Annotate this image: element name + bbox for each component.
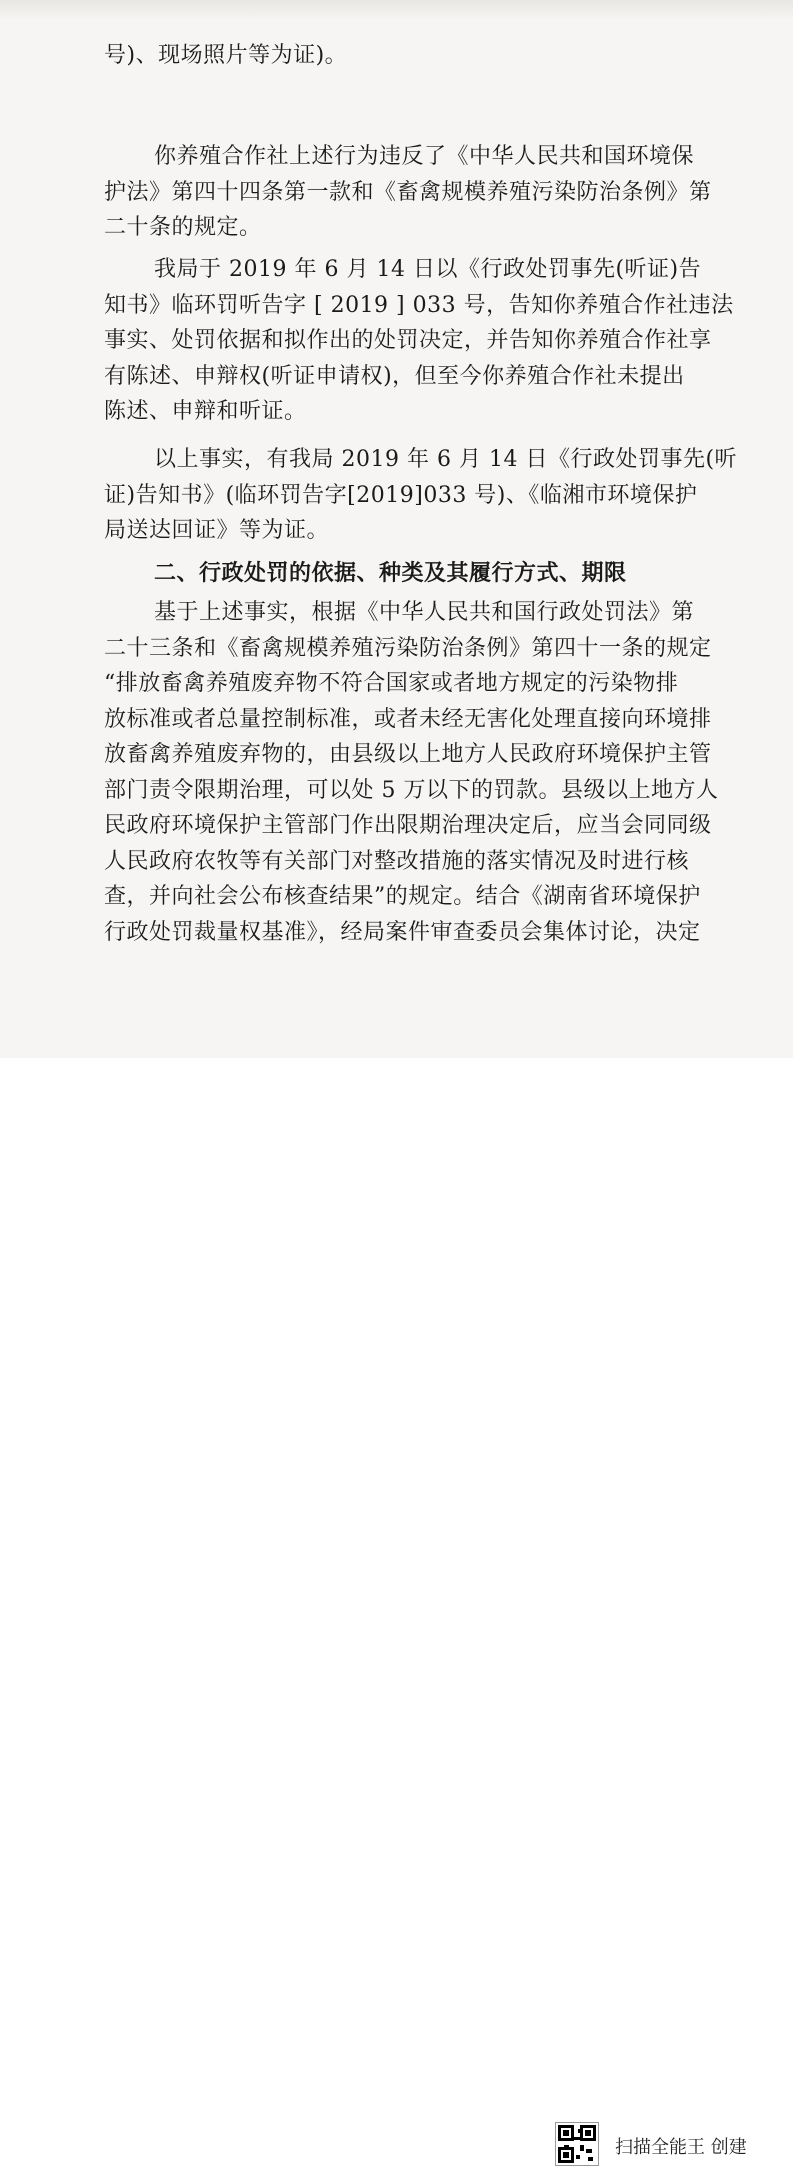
watermark-footer — [0, 1058, 793, 2158]
text-line: 事实、处罚依据和拟作出的处罚决定，并告知你养殖合作社享 — [104, 328, 712, 353]
paragraph-facts — [104, 442, 738, 549]
text-line: 有陈述、申辩权(听证申请权)，但至今你养殖合作社未提出 — [104, 363, 685, 389]
text-line: 我局于 2019 年 6 月 14 日以《行政处罚事先(听证)告 — [154, 257, 702, 282]
paragraph-notice — [104, 252, 734, 430]
text-line: 护法》第四十四条第一款和《畜禽规模养殖污染防治条例》第 — [104, 179, 712, 205]
text-line: 查，并向社会公布核查结果”的规定。结合《湖南省环境保护 — [104, 884, 701, 909]
text-line: 民政府环境保护主管部门作出限期治理决定后，应当会同同级 — [104, 813, 712, 838]
scan-shadow — [0, 0, 793, 20]
text-line: 行政处罚裁量权基准》，经局案件审查委员会集体讨论，决定 — [104, 919, 701, 945]
text-line: 知书》临环罚听告字 [ 2019 ] 033 号，告知你养殖合作社违法 — [104, 292, 734, 318]
text-line: 放标准或者总量控制标准，或者未经无害化处理直接向环境排 — [104, 706, 712, 732]
text-line: 证)告知书》(临环罚告字[2019]033 号)、《临湘市环境保护 — [104, 482, 698, 508]
section-heading — [104, 556, 710, 592]
text-line: 陈述、申辩和听证。 — [104, 399, 307, 424]
text-line: 你养殖合作社上述行为违反了《中华人民共和国环境保 — [154, 144, 695, 169]
text-line: 二十三条和《畜禽规模养殖污染防治条例》第四十一条的规定 — [104, 635, 712, 661]
scanner-brand-label: 扫描全能王 创建 — [615, 2137, 747, 2158]
text-line: 人民政府农牧等有关部门对整改措施的落实情况及时进行核 — [104, 848, 690, 874]
text-line: 局送达回证》等为证。 — [104, 518, 330, 543]
paragraph-violation — [104, 139, 710, 246]
text-line: 号)、现场照片等为证)。 — [104, 43, 348, 68]
text-line: “排放畜禽养殖废弃物不符合国家或者地方规定的污染物排 — [104, 671, 679, 696]
qr-code-icon — [555, 2122, 599, 2166]
paragraph-legal-basis — [104, 595, 719, 950]
text-line: 以上事实，有我局 2019 年 6 月 14 日《行政处罚事先(听 — [154, 447, 738, 472]
text-line: 放畜禽养殖废弃物的，由县级以上地方人民政府环境保护主管 — [104, 742, 712, 767]
text-line: 基于上述事实，根据《中华人民共和国行政处罚法》第 — [154, 600, 695, 625]
text-line: 二十条的规定。 — [104, 215, 262, 240]
heading-text: 二、行政处罚的依据、种类及其履行方式、期限 — [154, 561, 627, 586]
paragraph-evidence-tail — [104, 38, 710, 74]
text-line: 部门责令限期治理，可以处 5 万以下的罚款。县级以上地方人 — [104, 777, 719, 803]
